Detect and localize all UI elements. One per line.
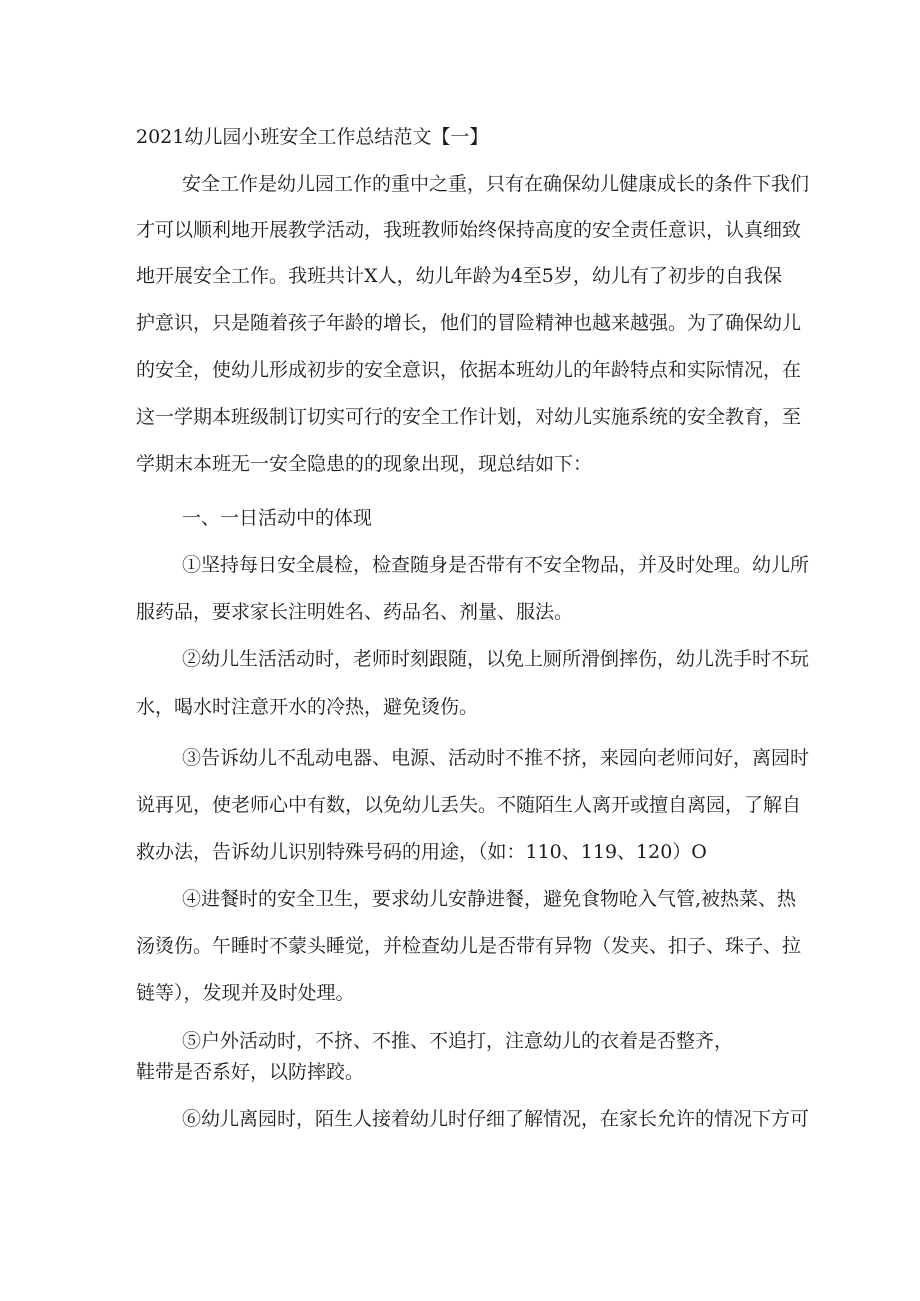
paragraph-line: 这一学期本班级制订切实可行的安全工作计划，对幼儿实施系统的安全教育，至 [136, 406, 802, 428]
paragraph-line: 学期末本班无一安全隐患的的现象出现，现总结如下： [136, 453, 593, 475]
list-item-line: 鞋带是否系好，以防摔跤。 [136, 1061, 365, 1083]
list-item-line: ⑤户外活动时，不挤、不推、不追打，注意幼儿的衣着是否整齐， [182, 1030, 734, 1052]
list-item-line: ④进餐时的安全卫生，要求幼儿安静进餐，避免食物呛入气管,被热菜、热 [182, 888, 797, 910]
list-item-line: ②幼儿生活活动时，老师时刻跟随，以免上厕所滑倒摔伤，幼儿洗手时不玩 [182, 648, 810, 670]
paragraph-line: 才可以顺利地开展教学活动，我班教师始终保持高度的安全责任意识，认真细致 [136, 219, 802, 241]
document-title: 2021幼儿园小班安全工作总结范文【一】 [136, 126, 489, 148]
list-item-line: 服药品，要求家长注明姓名、药品名、剂量、服法。 [136, 601, 574, 623]
list-item-line: 说再见，使老师心中有数，以免幼儿丢失。不随陌生人离开或擅自离园，了解自 [136, 794, 802, 816]
paragraph-line: 安全工作是幼儿园工作的重中之重，只有在确保幼儿健康成长的条件下我们 [182, 173, 810, 195]
list-item-line: 水，喝水时注意开水的冷热，避免烫伤。 [136, 696, 479, 718]
section-heading: 一、一日活动中的体现 [182, 507, 373, 529]
list-item-line: ①坚持每日安全晨检，检查随身是否带有不安全物品，并及时处理。幼儿所 [182, 554, 810, 576]
list-item-line: ③告诉幼儿不乱动电器、电源、活动时不推不挤，来园向老师问好，离园时 [182, 747, 810, 769]
paragraph-line: 地开展安全工作。我班共计X人，幼儿年龄为4至5岁，幼儿有了初步的自我保 [136, 265, 782, 287]
list-item-line: 救办法，告诉幼儿识别特殊号码的用途，（如：110、119、120）O [136, 841, 707, 863]
paragraph-line: 的安全，使幼儿形成初步的安全意识，依据本班幼儿的年龄特点和实际情况，在 [136, 359, 802, 381]
list-item-line: ⑥幼儿离园时，陌生人接着幼儿时仔细了解情况，在家长允许的情况下方可 [182, 1108, 810, 1130]
paragraph-line: 护意识，只是随着孩子年龄的增长，他们的冒险精神也越来越强。为了确保幼儿 [136, 312, 802, 334]
list-item-line: 汤烫伤。午睡时不蒙头睡觉，并检查幼儿是否带有异物（发夹、扣子、珠子、拉 [136, 935, 802, 957]
list-item-line: 链等），发现并及时处理。 [136, 982, 355, 1004]
